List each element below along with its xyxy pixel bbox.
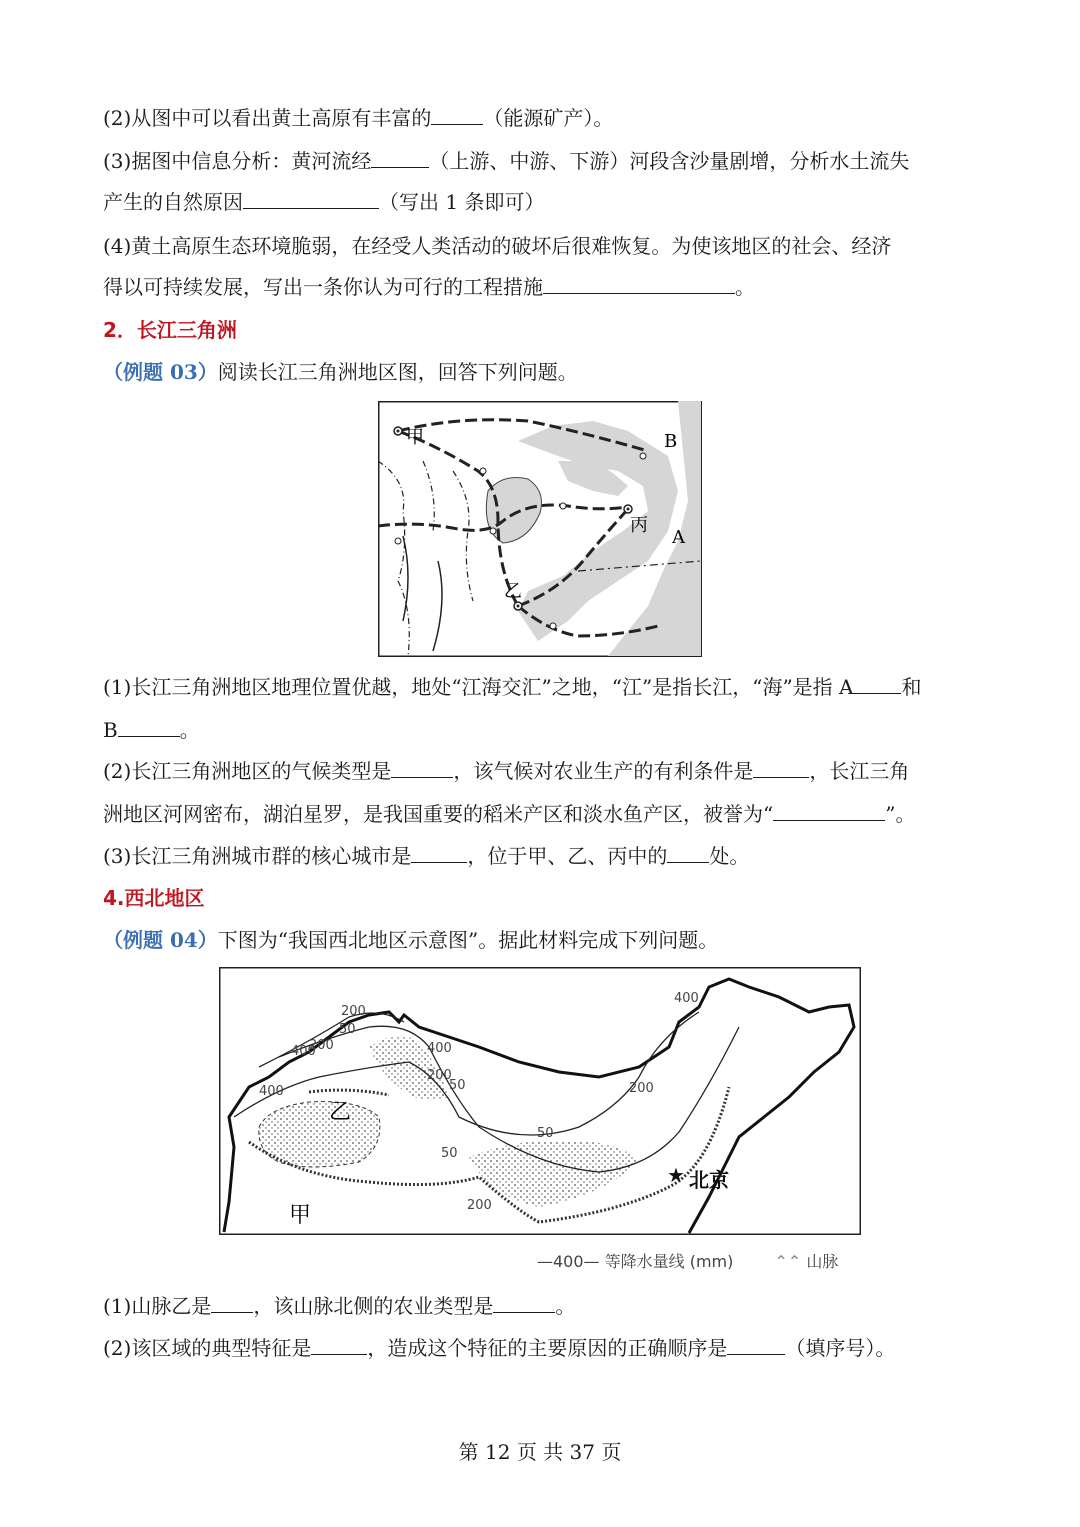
- isoline-label: 200: [309, 1038, 334, 1053]
- answer-blank[interactable]: [243, 188, 379, 209]
- example-tag: （例题 03）: [103, 360, 218, 384]
- isoline-label: 50: [449, 1078, 466, 1093]
- answer-blank[interactable]: [753, 757, 809, 778]
- answer-blank[interactable]: [311, 1334, 367, 1355]
- isoline-label: 400: [427, 1041, 452, 1056]
- answer-blank[interactable]: [543, 273, 735, 294]
- isoline-label: 200: [427, 1068, 452, 1083]
- map-label-bing: 丙: [630, 515, 648, 536]
- answer-blank[interactable]: [391, 757, 453, 778]
- ex04-q2: (2)该区域的典型特征是 ，造成这个特征的主要原因的正确顺序是 （填序号）。: [103, 1336, 896, 1360]
- answer-blank[interactable]: [411, 842, 467, 863]
- answer-blank[interactable]: [667, 842, 709, 863]
- q1-line-2: (2)从图中可以看出黄土高原有丰富的 （能源矿产）。: [103, 106, 614, 130]
- ex03-q2: (2)长江三角洲地区的气候类型是 ，该气候对农业生产的有利条件是 ，长江三角: [103, 759, 910, 783]
- map-label-yi: 乙: [504, 581, 522, 602]
- legend-mountain: 山脉: [806, 1252, 839, 1271]
- answer-blank[interactable]: [493, 1292, 555, 1313]
- example-04-intro: （例题 04）下图为“我国西北地区示意图”。据此材料完成下列问题。: [103, 928, 719, 952]
- answer-blank[interactable]: [727, 1334, 785, 1355]
- q1-line-3: (3)据图中信息分析：黄河流经 （上游、中游、下游）河段含沙量剧增，分析水土流失: [103, 149, 910, 173]
- isoline-label: 50: [339, 1022, 356, 1037]
- ex03-q1b: B 。: [103, 718, 200, 742]
- legend-isoline: —400— 等降水量线 (mm): [537, 1252, 734, 1271]
- map-label-yi: 乙: [329, 1100, 352, 1125]
- map-label-A: A: [672, 527, 685, 548]
- section-title-yangtze-delta: 2．长江三角洲: [103, 318, 237, 342]
- example-tag: （例题 04）: [103, 928, 218, 952]
- answer-blank[interactable]: [853, 673, 901, 694]
- section-title-northwest: 4.西北地区: [103, 886, 205, 910]
- star-icon: ★: [667, 1163, 685, 1187]
- ex03-q2b: 洲地区河网密布，湖泊星罗，是我国重要的稻米产区和淡水鱼产区，被誉为“ ”。: [103, 802, 916, 826]
- mountain-icon: ⌃⌃: [774, 1252, 802, 1271]
- answer-blank[interactable]: [211, 1292, 253, 1313]
- q1-line-4b: 得以可持续发展，写出一条你认为可行的工程措施 。: [103, 275, 755, 299]
- ex03-q3: (3)长江三角洲城市群的核心城市是 ，位于甲、乙、丙中的 处。: [103, 844, 750, 868]
- answer-blank[interactable]: [118, 716, 180, 737]
- yangtze-delta-map: [378, 401, 702, 657]
- isoline-label: 400: [674, 991, 699, 1006]
- isoline-label: 200: [629, 1081, 654, 1096]
- answer-blank[interactable]: [431, 104, 483, 125]
- isoline-label: 400: [291, 1044, 316, 1059]
- northwest-china-map: [219, 967, 861, 1235]
- ex04-q1: (1)山脉乙是 ，该山脉北侧的农业类型是 。: [103, 1294, 576, 1318]
- ex03-q1: (1)长江三角洲地区地理位置优越，地处“江海交汇”之地，“江”是指长江，“海”是指 A 和: [103, 675, 922, 699]
- q1-line-3b: 产生的自然原因 （写出 1 条即可）: [103, 190, 545, 214]
- isoline-label: 200: [341, 1004, 366, 1019]
- q1-line-4: (4)黄土高原生态环境脆弱，在经受人类活动的破坏后很难恢复。为使该地区的社会、经济: [103, 234, 892, 258]
- map-label-jia: 甲: [289, 1203, 312, 1228]
- isoline-label: 400: [259, 1084, 284, 1099]
- map-legend: [537, 1248, 838, 1276]
- isoline-label: 50: [537, 1126, 554, 1141]
- answer-blank[interactable]: [773, 800, 885, 821]
- isoline-label: 50: [441, 1146, 458, 1161]
- example-03-intro: （例题 03）阅读长江三角洲地区图，回答下列问题。: [103, 360, 578, 384]
- map-label-B: B: [664, 431, 678, 452]
- answer-blank[interactable]: [371, 147, 429, 168]
- page-footer: 第 12 页 共 37 页: [458, 1440, 622, 1464]
- isoline-label: 200: [467, 1198, 492, 1213]
- map-label-beijing: 北京: [689, 1168, 729, 1192]
- map-label-jia: 甲: [406, 427, 424, 448]
